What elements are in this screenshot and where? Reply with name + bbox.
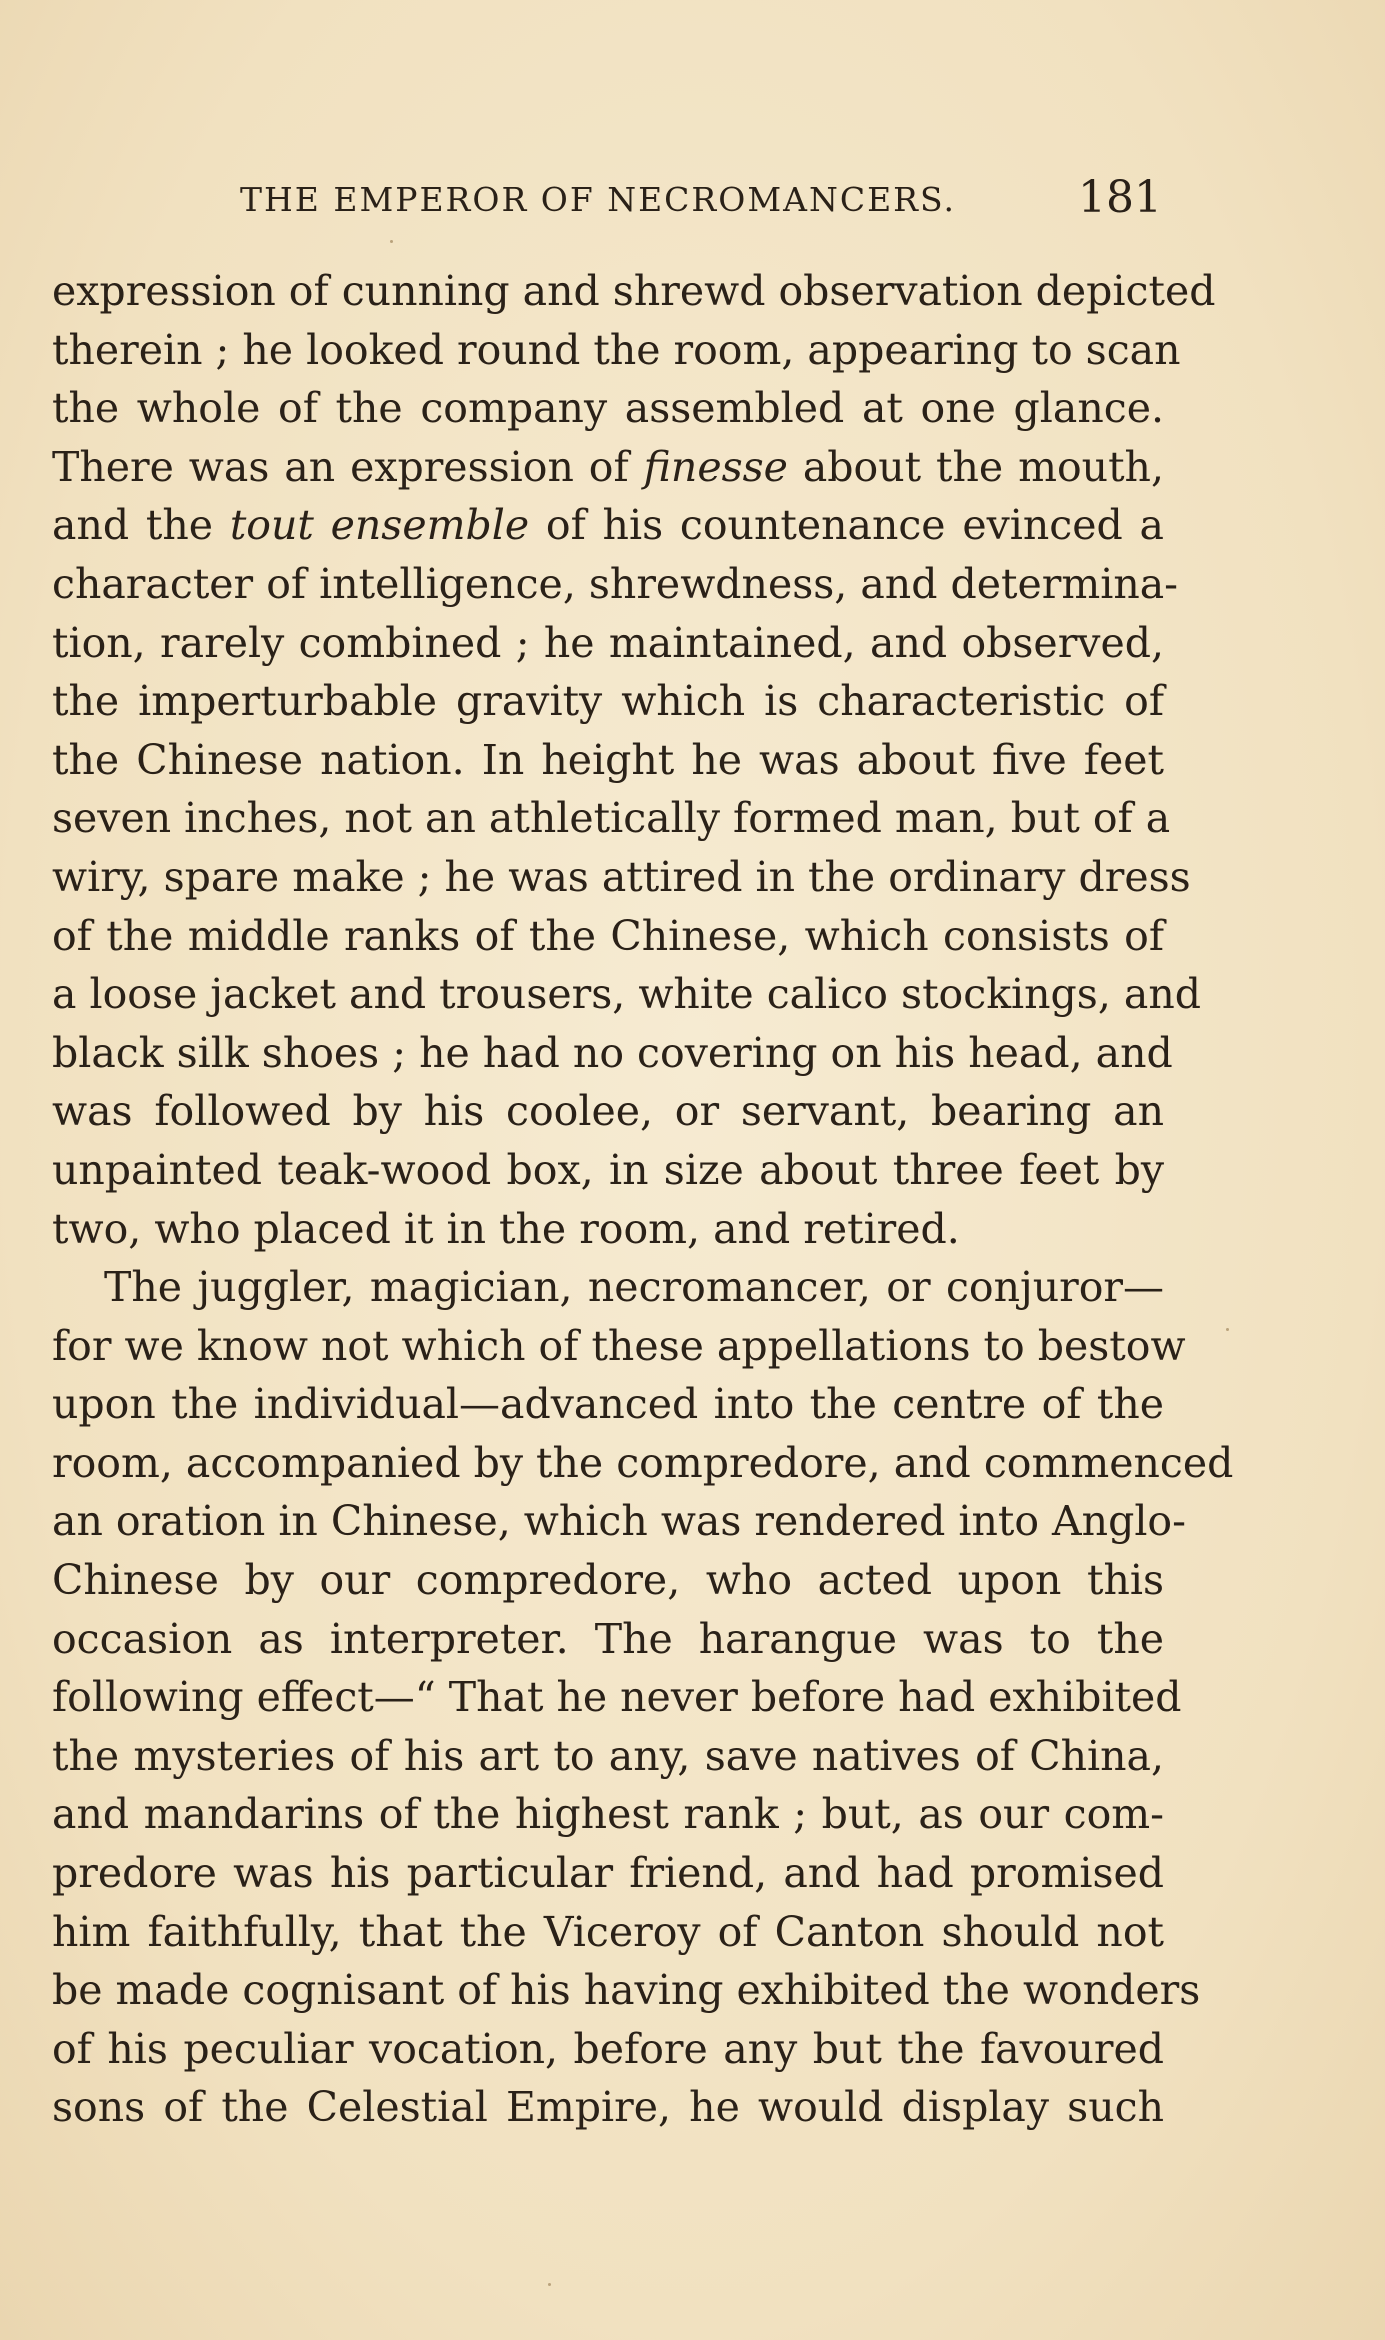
text-line: the imperturbable gravity which is characteristic of	[52, 677, 1164, 726]
text-line: wiry, spare make ; he was attired in the ordinary dress	[52, 852, 1191, 901]
text-line: seven inches, not an athletically formed man, but of a	[52, 794, 1171, 843]
text-line: him faithfully, that the Viceroy of Canton should not	[52, 1907, 1164, 1956]
text-line: of his peculiar vocation, before any but the favoured	[52, 2024, 1164, 2073]
text-line: black silk shoes ; he had no covering on his head, and	[52, 1028, 1173, 1077]
text-line: upon the individual—advanced into the centre of the	[52, 1380, 1164, 1429]
text-line: Chinese by our compredore, who acted upon this	[52, 1556, 1164, 1605]
text-fragment: of his countenance evinced a	[529, 501, 1164, 550]
text-line: an oration in Chinese, which was rendered into Anglo-	[52, 1497, 1186, 1546]
text-line: a loose jacket and trousers, white calico stockings, and	[52, 970, 1202, 1019]
paper-speck	[548, 2283, 551, 2286]
text-line: room, accompanied by the compredore, and commenced	[52, 1438, 1234, 1487]
text-line	[52, 438, 1164, 497]
text-line: therein ; he looked round the room, appearing to scan	[52, 325, 1181, 374]
paper-speck	[390, 240, 393, 243]
running-title: THE EMPEROR OF NECROMANCERS.	[240, 180, 956, 219]
page-number: 181	[1078, 172, 1162, 223]
italic-phrase: finesse	[643, 442, 788, 491]
text-line: the Chinese nation. In height he was about five feet	[52, 735, 1164, 784]
text-line: the mysteries of his art to any, save natives of China,	[52, 1731, 1164, 1780]
text-line: the whole of the company assembled at one glance.	[52, 384, 1164, 433]
text-line: be made cognisant of his having exhibited the wonders	[52, 1966, 1201, 2015]
text-line: for we know not which of these appellations to bestow	[52, 1321, 1186, 1370]
text-line: unpainted teak-wood box, in size about three feet by	[52, 1145, 1164, 1194]
text-line: was followed by his coolee, or servant, bearing an	[52, 1087, 1164, 1136]
italic-phrase: tout ensemble	[229, 501, 530, 550]
text-line: of the middle ranks of the Chinese, which consists of	[52, 911, 1164, 960]
text-line: following effect—“ That he never before had exhibited	[52, 1673, 1182, 1722]
paragraph-end-line: two, who placed it in the room, and retired.	[52, 1204, 960, 1253]
text-line	[52, 496, 1164, 555]
text-line: character of intelligence, shrewdness, and determina-	[52, 559, 1179, 608]
text-fragment: and the	[52, 501, 230, 550]
paragraph-start-line: The juggler, magician, necromancer, or conjuror—	[104, 1263, 1164, 1312]
page-header	[240, 172, 1162, 222]
body-text	[52, 262, 1234, 2137]
text-fragment: There was an expression of	[52, 442, 644, 491]
text-line: tion, rarely combined ; he maintained, and observed,	[52, 618, 1164, 667]
text-line: expression of cunning and shrewd observation depicted	[52, 267, 1216, 315]
text-line: occasion as interpreter. The harangue was to the	[52, 1614, 1164, 1663]
text-line: predore was his particular friend, and had promised	[52, 1849, 1164, 1898]
paper-speck	[1226, 1328, 1229, 1331]
text-line: and mandarins of the highest rank ; but, as our com-	[52, 1790, 1164, 1839]
text-fragment: about the mouth,	[787, 442, 1164, 491]
text-line: sons of the Celestial Empire, he would display such	[52, 2083, 1164, 2132]
